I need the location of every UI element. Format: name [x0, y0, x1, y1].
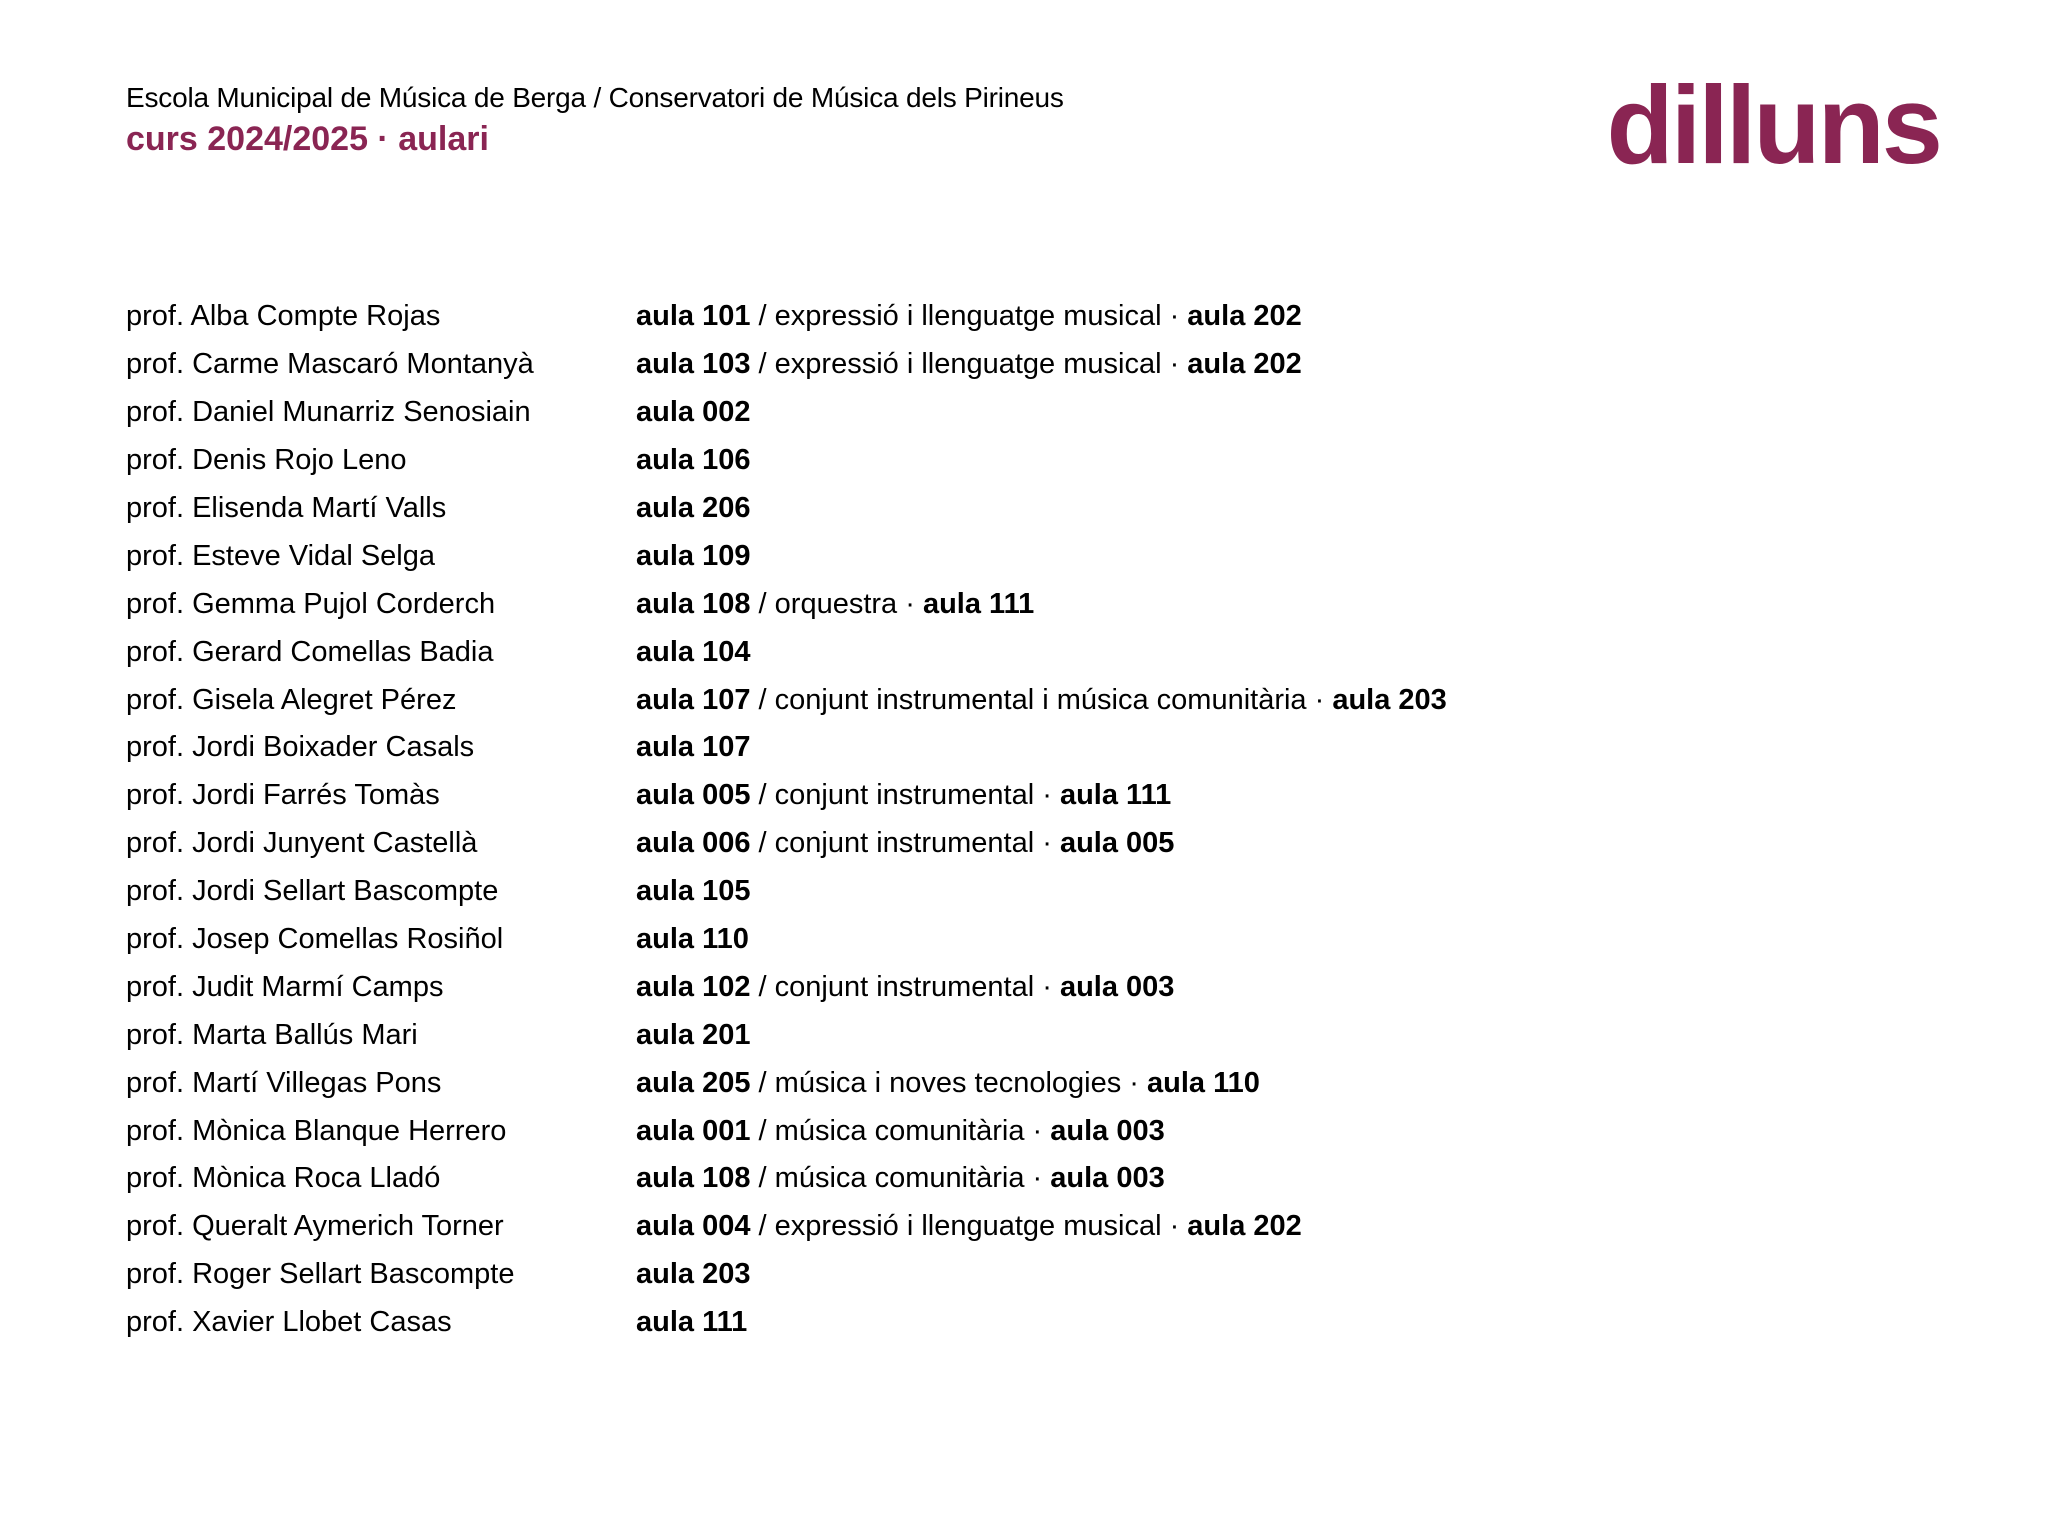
room-assignment — [636, 827, 1174, 860]
room-assignment — [636, 731, 750, 764]
list-item — [126, 1299, 1946, 1347]
activity-label: / conjunt instrumental · — [750, 970, 1060, 1003]
list-item — [126, 772, 1946, 820]
activity-label: / música i noves tecnologies · — [750, 1066, 1147, 1099]
activity-room-number: aula 003 — [1050, 1162, 1165, 1195]
list-item — [126, 341, 1946, 389]
activity-label: / orquestra · — [750, 587, 923, 620]
room-number: aula 111 — [636, 1306, 748, 1339]
teacher-name: prof. Jordi Farrés Tomàs — [126, 779, 440, 812]
room-number: aula 105 — [636, 875, 751, 908]
list-item — [126, 1155, 1946, 1203]
list-item — [126, 389, 1946, 437]
room-assignment — [636, 971, 1174, 1004]
room-assignment — [636, 923, 749, 956]
teacher-name: prof. Josep Comellas Rosiñol — [126, 923, 504, 956]
room-number: aula 201 — [636, 1018, 751, 1051]
page-header — [126, 80, 1064, 160]
teacher-name: prof. Martí Villegas Pons — [126, 1066, 442, 1099]
teacher-name: prof. Gerard Comellas Badia — [126, 635, 494, 668]
list-item — [126, 293, 1946, 341]
teacher-name: prof. Daniel Munarriz Senosiain — [126, 396, 531, 429]
room-assignment — [636, 684, 1447, 717]
room-number: aula 004 — [636, 1210, 751, 1243]
activity-room-number: aula 110 — [1147, 1066, 1260, 1099]
room-number: aula 203 — [636, 1258, 751, 1291]
institution-name: Escola Municipal de Música de Berga / Conservatori de Música dels Pirineus — [126, 82, 1064, 113]
room-assignment — [636, 636, 750, 669]
room-assignment-list — [126, 293, 1946, 1347]
activity-room-number: aula 202 — [1187, 348, 1302, 381]
list-item — [126, 628, 1946, 676]
room-number: aula 001 — [636, 1114, 751, 1147]
room-number: aula 109 — [636, 539, 751, 572]
room-assignment — [636, 540, 750, 573]
list-item — [126, 676, 1946, 724]
activity-room-number: aula 202 — [1187, 1210, 1302, 1243]
room-assignment — [636, 492, 750, 525]
day-title: dilluns — [1606, 64, 1940, 187]
teacher-name: prof. Mònica Roca Lladó — [126, 1162, 441, 1195]
room-number: aula 205 — [636, 1066, 751, 1099]
room-number: aula 110 — [636, 923, 749, 956]
room-assignment — [636, 1067, 1260, 1100]
list-item — [126, 916, 1946, 964]
room-assignment — [636, 588, 1034, 621]
teacher-name: prof. Roger Sellart Bascompte — [126, 1258, 515, 1291]
list-item — [126, 868, 1946, 916]
list-item — [126, 580, 1946, 628]
teacher-name: prof. Denis Rojo Leno — [126, 444, 407, 477]
teacher-name: prof. Esteve Vidal Selga — [126, 539, 435, 572]
room-number: aula 103 — [636, 348, 751, 381]
room-number: aula 104 — [636, 635, 751, 668]
activity-label: / conjunt instrumental i música comunitària · — [750, 683, 1333, 716]
activity-room-number: aula 003 — [1050, 1114, 1165, 1147]
room-number: aula 102 — [636, 970, 751, 1003]
room-assignment — [636, 1210, 1302, 1243]
room-number: aula 108 — [636, 587, 751, 620]
teacher-name: prof. Marta Ballús Mari — [126, 1018, 418, 1051]
list-item — [126, 485, 1946, 533]
activity-room-number: aula 202 — [1187, 300, 1302, 333]
list-item — [126, 1107, 1946, 1155]
list-item — [126, 724, 1946, 772]
teacher-name: prof. Judit Marmí Camps — [126, 970, 444, 1003]
room-assignment — [636, 396, 750, 429]
activity-label: / conjunt instrumental · — [750, 779, 1060, 812]
list-item — [126, 963, 1946, 1011]
teacher-name: prof. Gemma Pujol Corderch — [126, 587, 496, 620]
course-title: curs 2024/2025 · aulari — [126, 120, 489, 158]
activity-room-number: aula 203 — [1332, 683, 1447, 716]
room-assignment — [636, 779, 1171, 812]
activity-room-number: aula 003 — [1059, 970, 1175, 1003]
activity-label: / expressió i llenguatge musical · — [750, 1210, 1188, 1243]
room-assignment — [636, 875, 750, 908]
room-assignment — [636, 1258, 750, 1291]
room-assignment — [636, 1162, 1165, 1195]
teacher-name: prof. Jordi Boixader Casals — [126, 731, 475, 764]
list-item — [126, 437, 1946, 485]
room-number: aula 005 — [636, 779, 751, 812]
activity-room-number: aula 111 — [1059, 779, 1172, 812]
activity-room-number: aula 111 — [922, 587, 1035, 620]
room-assignment — [636, 444, 750, 477]
activity-label: / expressió i llenguatge musical · — [750, 348, 1188, 381]
room-assignment — [636, 1115, 1165, 1148]
list-item — [126, 1203, 1946, 1251]
teacher-name: prof. Mònica Blanque Herrero — [126, 1114, 507, 1147]
list-item — [126, 1011, 1946, 1059]
teacher-name: prof. Jordi Junyent Castellà — [126, 827, 478, 860]
activity-label: / conjunt instrumental · — [750, 827, 1060, 860]
teacher-name: prof. Elisenda Martí Valls — [126, 492, 447, 524]
teacher-name: prof. Gisela Alegret Pérez — [126, 683, 457, 716]
teacher-name: prof. Carme Mascaró Montanyà — [126, 348, 534, 381]
teacher-name: prof. Xavier Llobet Casas — [126, 1306, 452, 1339]
room-number: aula 107 — [636, 731, 751, 764]
room-number: aula 101 — [636, 300, 751, 333]
list-item — [126, 1251, 1946, 1299]
room-assignment — [636, 1019, 750, 1052]
room-number: aula 106 — [636, 444, 751, 477]
room-number: aula 107 — [636, 683, 751, 716]
list-item — [126, 1059, 1946, 1107]
teacher-name: prof. Queralt Aymerich Torner — [126, 1210, 504, 1243]
activity-room-number: aula 005 — [1059, 827, 1175, 860]
list-item — [126, 532, 1946, 580]
activity-label: / música comunitària · — [750, 1162, 1051, 1195]
room-number: aula 206 — [636, 492, 751, 524]
activity-label: / expressió i llenguatge musical · — [750, 300, 1188, 333]
list-item — [126, 820, 1946, 868]
teacher-name: prof. Jordi Sellart Bascompte — [126, 875, 499, 908]
room-assignment — [636, 300, 1302, 333]
teacher-name: prof. Alba Compte Rojas — [126, 300, 441, 333]
room-number: aula 108 — [636, 1162, 751, 1195]
room-number: aula 006 — [636, 827, 751, 860]
room-assignment — [636, 348, 1302, 381]
activity-label: / música comunitària · — [750, 1114, 1051, 1147]
room-assignment — [636, 1306, 747, 1339]
room-number: aula 002 — [636, 396, 751, 429]
